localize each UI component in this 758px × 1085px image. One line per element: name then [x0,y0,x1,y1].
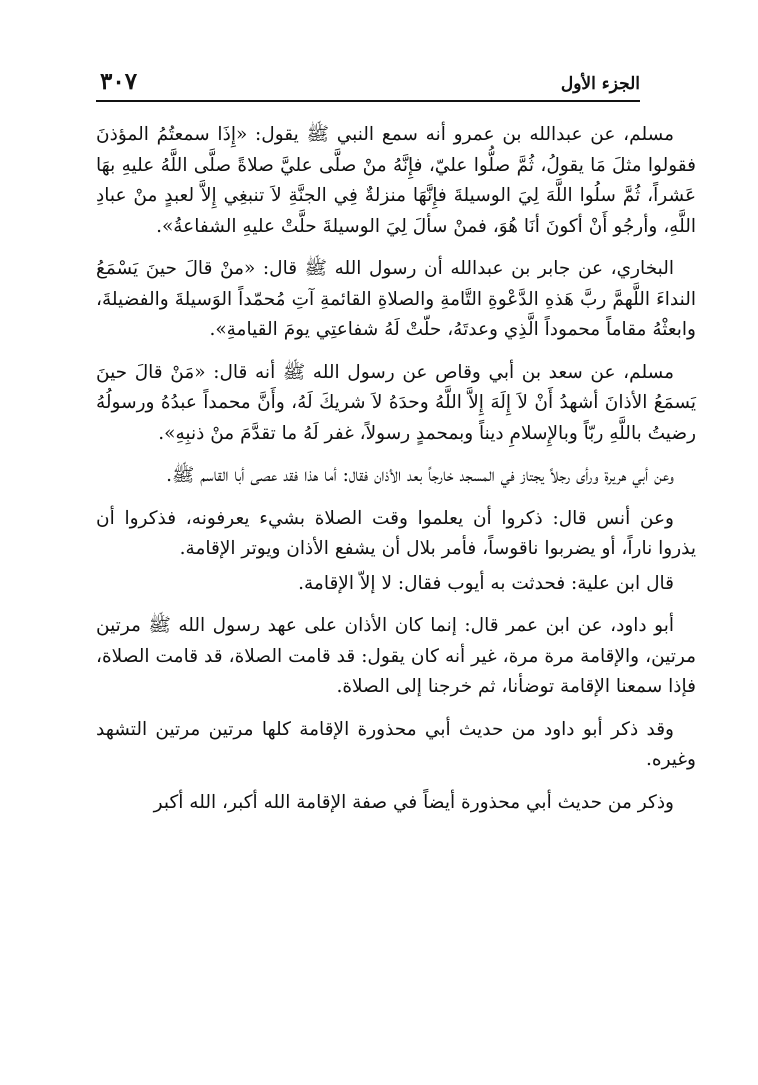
paragraph: مسلم، عن سعد بن أبي وقاص عن رسول الله ﷺ أنه قال: «مَنْ قالَ حينَ يَسمَعُ الأذانَ أشهدُ أَنْ لاَ إِلَهَ إِلاَّ اللَّهُ وحدَهُ لاَ شريكَ لَهُ، وأَنَّ محمداً عبدُهُ ورسولُهُ رضيتُ باللَّهِ ربّاً وبالإِسلامِ ديناً وبمحمدٍ رسولاً، غفر لَهُ ما تقدَّمَ منْ ذنبِهِ». [96,361,696,444]
paragraph-continuation: قال ابن علية: فحدثت به أيوب فقال: لا إلاّ الإقامة. [298,572,674,594]
page-header [96,66,640,102]
paragraph: وقد ذكر أبو داود من حديث أبي محذورة الإقامة كلها مرتين مرتين التشهد وغيره. [96,718,696,770]
paragraph: مسلم، عن عبدالله بن عمرو أنه سمع النبي ﷺ يقول: «إِذَا سمعتُمُ المؤذنَ فقولوا مثلَ مَا يقولُ، ثُمَّ صلُّوا عليّ، فإِنَّهُ منْ صلَّى عليَّ صلاةً صلَّى اللَّهُ عليهِ بهَا عَشراً، ثُمَّ سلُوا اللَّهَ لِيَ الوسيلةَ فإِنَّهَا منزلةٌ فِي الجنَّةِ لاَ تنبغِي إِلاَّ لعبدٍ منْ عبادِ اللَّهِ، وأرجُو أَنْ أكونَ أنَا هُوَ، فمنْ سألَ لِيَ الوسيلةَ حلَّتْ عليهِ الشفاعةُ». [96,124,696,237]
page-body [96,120,696,830]
running-title: الجزء الأول [560,74,640,94]
page-number: ٣٠٧ [100,68,138,95]
paragraph: وعن أبي هريرة ورأى رجلاً يجتاز في المسجد خارجاً بعد الأذان فقال: أما هذا فقد عصى أبا القاسم ﷺ. [166,465,674,486]
paragraph: وذكر من حديث أبي محذورة أيضاً في صفة الإقامة الله أكبر، الله أكبر [153,791,674,813]
paragraph: البخاري، عن جابر بن عبدالله أن رسول الله ﷺ قال: «منْ قالَ حينَ يَسْمَعُ النداءَ اللَّهمَّ ربَّ هَذهِ الدَّعْوةِ التَّامةِ والصلاةِ القائمةِ آتِ مُحمّداً الوَسيلةَ والفضيلةَ، وابعثْهُ مقاماً محموداً الَّذِي وعدتَهُ، حلّتْ لَهُ شفاعتِي يومَ القيامةِ». [96,258,696,340]
paragraph: أبو داود، عن ابن عمر قال: إنما كان الأذان على عهد رسول الله ﷺ مرتين مرتين، والإقامة مرة مرة، غير أنه كان يقول: قد قامت الصلاة، قد قامت الصلاة، فإذا سمعنا الإقامة توضأنا، ثم خرجنا إلى الصلاة. [96,615,696,697]
paragraph: وعن أنس قال: ذكروا أن يعلموا وقت الصلاة بشيء يعرفونه، فذكروا أن يذروا ناراً، أو يضربوا ناقوساً، فأمر بلال أن يشفع الأذان ويوتر الإقامة. [96,507,696,559]
